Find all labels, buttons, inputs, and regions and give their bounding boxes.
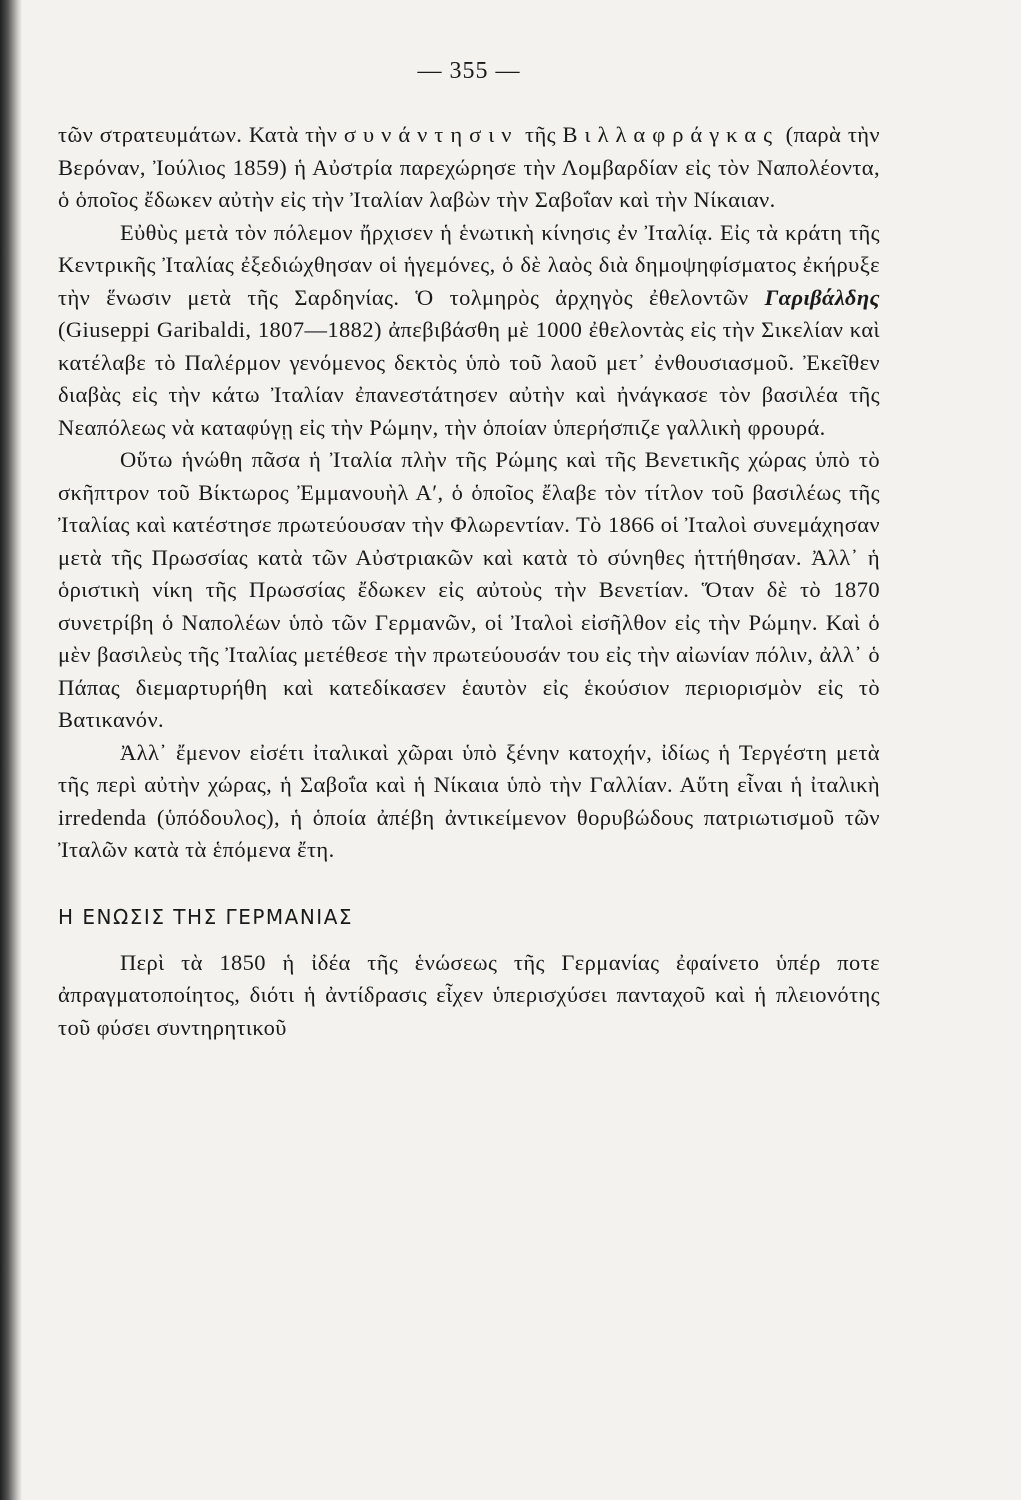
p1-text-5: (παρὰ τὴν Βερόναν, Ἰούλιος 1859) ἡ Αὐστρία παρεχώρησε τὴν Λομβαρδίαν εἰς τὸν Ναπολέοντα, ὁ ὁποῖος ἔδωκεν αὐτὴν εἰς τὴν Ἰταλίαν λαβὼν τὴν Σαβοΐαν καὶ τὴν Νίκαιαν. [58,122,880,212]
p1-text-1: τῶν στρατευμάτων. Κατὰ τὴν [58,122,344,147]
section-heading: Η ΕΝΩΣΙΣ ΤΗΣ ΓΕΡΜΑΝΙΑΣ [58,904,354,929]
paragraph-2 [58,217,880,445]
book-page [58,58,880,1478]
paragraph-4: Ἀλλ᾽ ἔμενον εἰσέτι ἰταλικαὶ χῶραι ὑπὸ ξένην κατοχήν, ἰδίως ἡ Τεργέστη μετὰ τῆς περὶ αὐτὴν χώρας, ἡ Σαβοΐα καὶ ἡ Νίκαια ὑπὸ τὴν Γαλλίαν. Αὕτη εἶναι ἡ ἰταλικὴ irredenda (ὑπόδουλος), ἡ ὁποία ἀπέβη ἀντικείμενον θορυβώδους πατριωτισμοῦ τῶν Ἰταλῶν κατὰ τὰ ἑπόμενα ἔτη. [58,739,880,862]
paragraph-5: Περὶ τὰ 1850 ἡ ἰδέα τῆς ἑνώσεως τῆς Γερμανίας ἐφαίνετο ὑπέρ ποτε ἀπραγματοποίητος, διότι ἡ ἀντίδρασις εἶχεν ὑπερισχύσει πανταχοῦ καὶ ἡ πλειονότης τοῦ φύσει συντηρητικοῦ [58,949,880,1040]
page-number: — 355 — [417,58,521,84]
p1-text-3: τῆς [518,122,563,147]
p1-spaced-villafranca: Βιλλαφράγκας [562,122,779,147]
binding-edge [0,0,22,1500]
p2-garibaldi-name: Γαριβάλδης [764,284,880,310]
paragraph-1 [58,119,880,217]
p1-spaced-meeting: συνάντησιν [343,122,519,147]
p2-text-2: (Giuseppi Garibaldi, 1807—1882) ἀπεβιβάσθη μὲ 1000 ἐθελοντὰς εἰς τὴν Σικελίαν καὶ κατέλαβε τὸ Παλέρμον γενόμενος δεκτὸς ὑπὸ τοῦ λαοῦ μετ᾽ ἐνθουσιασμοῦ. Ἐκεῖθεν διαβὰς εἰς τὴν κάτω Ἰταλίαν ἐπανεστάτησεν αὐτὴν καὶ ἠνάγκασε τὸν βασιλέα τῆς Νεαπόλεως νὰ καταφύγῃ εἰς τὴν Ρώμην, τὴν ὁποίαν ὑπερήσπιζε γαλλικὴ φρουρά. [58,317,880,440]
p2-text-1: Εὐθὺς μετὰ τὸν πόλεμον ἤρχισεν ἡ ἑνωτικὴ κίνησις ἐν Ἰταλίᾳ. Εἰς τὰ κράτη τῆς Κεντρικῆς Ἰταλίας ἐξεδιώχθησαν οἱ ἡγεμόνες, ὁ δὲ λαὸς διὰ δημοψηφίσματος ἐκήρυξε τὴν ἕνωσιν μετὰ τῆς Σαρδηνίας. Ὁ τολμηρὸς ἀρχηγὸς ἐθελοντῶν [58,219,880,310]
paragraph-3: Οὕτω ἡνώθη πᾶσα ἡ Ἰταλία πλὴν τῆς Ρώμης καὶ τῆς Βενετικῆς χώρας ὑπὸ τὸ σκῆπτρον τοῦ Βίκτωρος Ἐμμανουὴλ Α′, ὁ ὁποῖος ἔλαβε τὸν τίτλον τοῦ βασιλέως τῆς Ἰταλίας καὶ κατέστησε πρωτεύουσαν τὴν Φλωρεντίαν. Τὸ 1866 οἱ Ἰταλοὶ συνεμάχησαν μετὰ τῆς Πρωσσίας κατὰ τῶν Αὐστριακῶν καὶ κατὰ τὸ σύνηθες ἡττήθησαν. Ἀλλ᾽ ἡ ὁριστικὴ νίκη τῆς Πρωσσίας ἔδωκεν εἰς αὐτοὺς τὴν Βενετίαν. Ὅταν δὲ τὸ 1870 συνετρίβη ὁ Ναπολέων ὑπὸ τῶν Γερμανῶν, οἱ Ἰταλοὶ εἰσῆλθον εἰς τὴν Ρώμην. Καὶ ὁ μὲν βασιλεὺς τῆς Ἰταλίας μετέθεσε τὴν πρωτεύουσάν του εἰς τὴν αἰωνίαν πόλιν, ἀλλ᾽ ὁ Πάπας διεμαρτυρήθη καὶ κατεδίκασεν ἑαυτὸν εἰς ἑκούσιον περιορισμὸν εἰς τὸ Βατικανόν. [58,447,880,732]
